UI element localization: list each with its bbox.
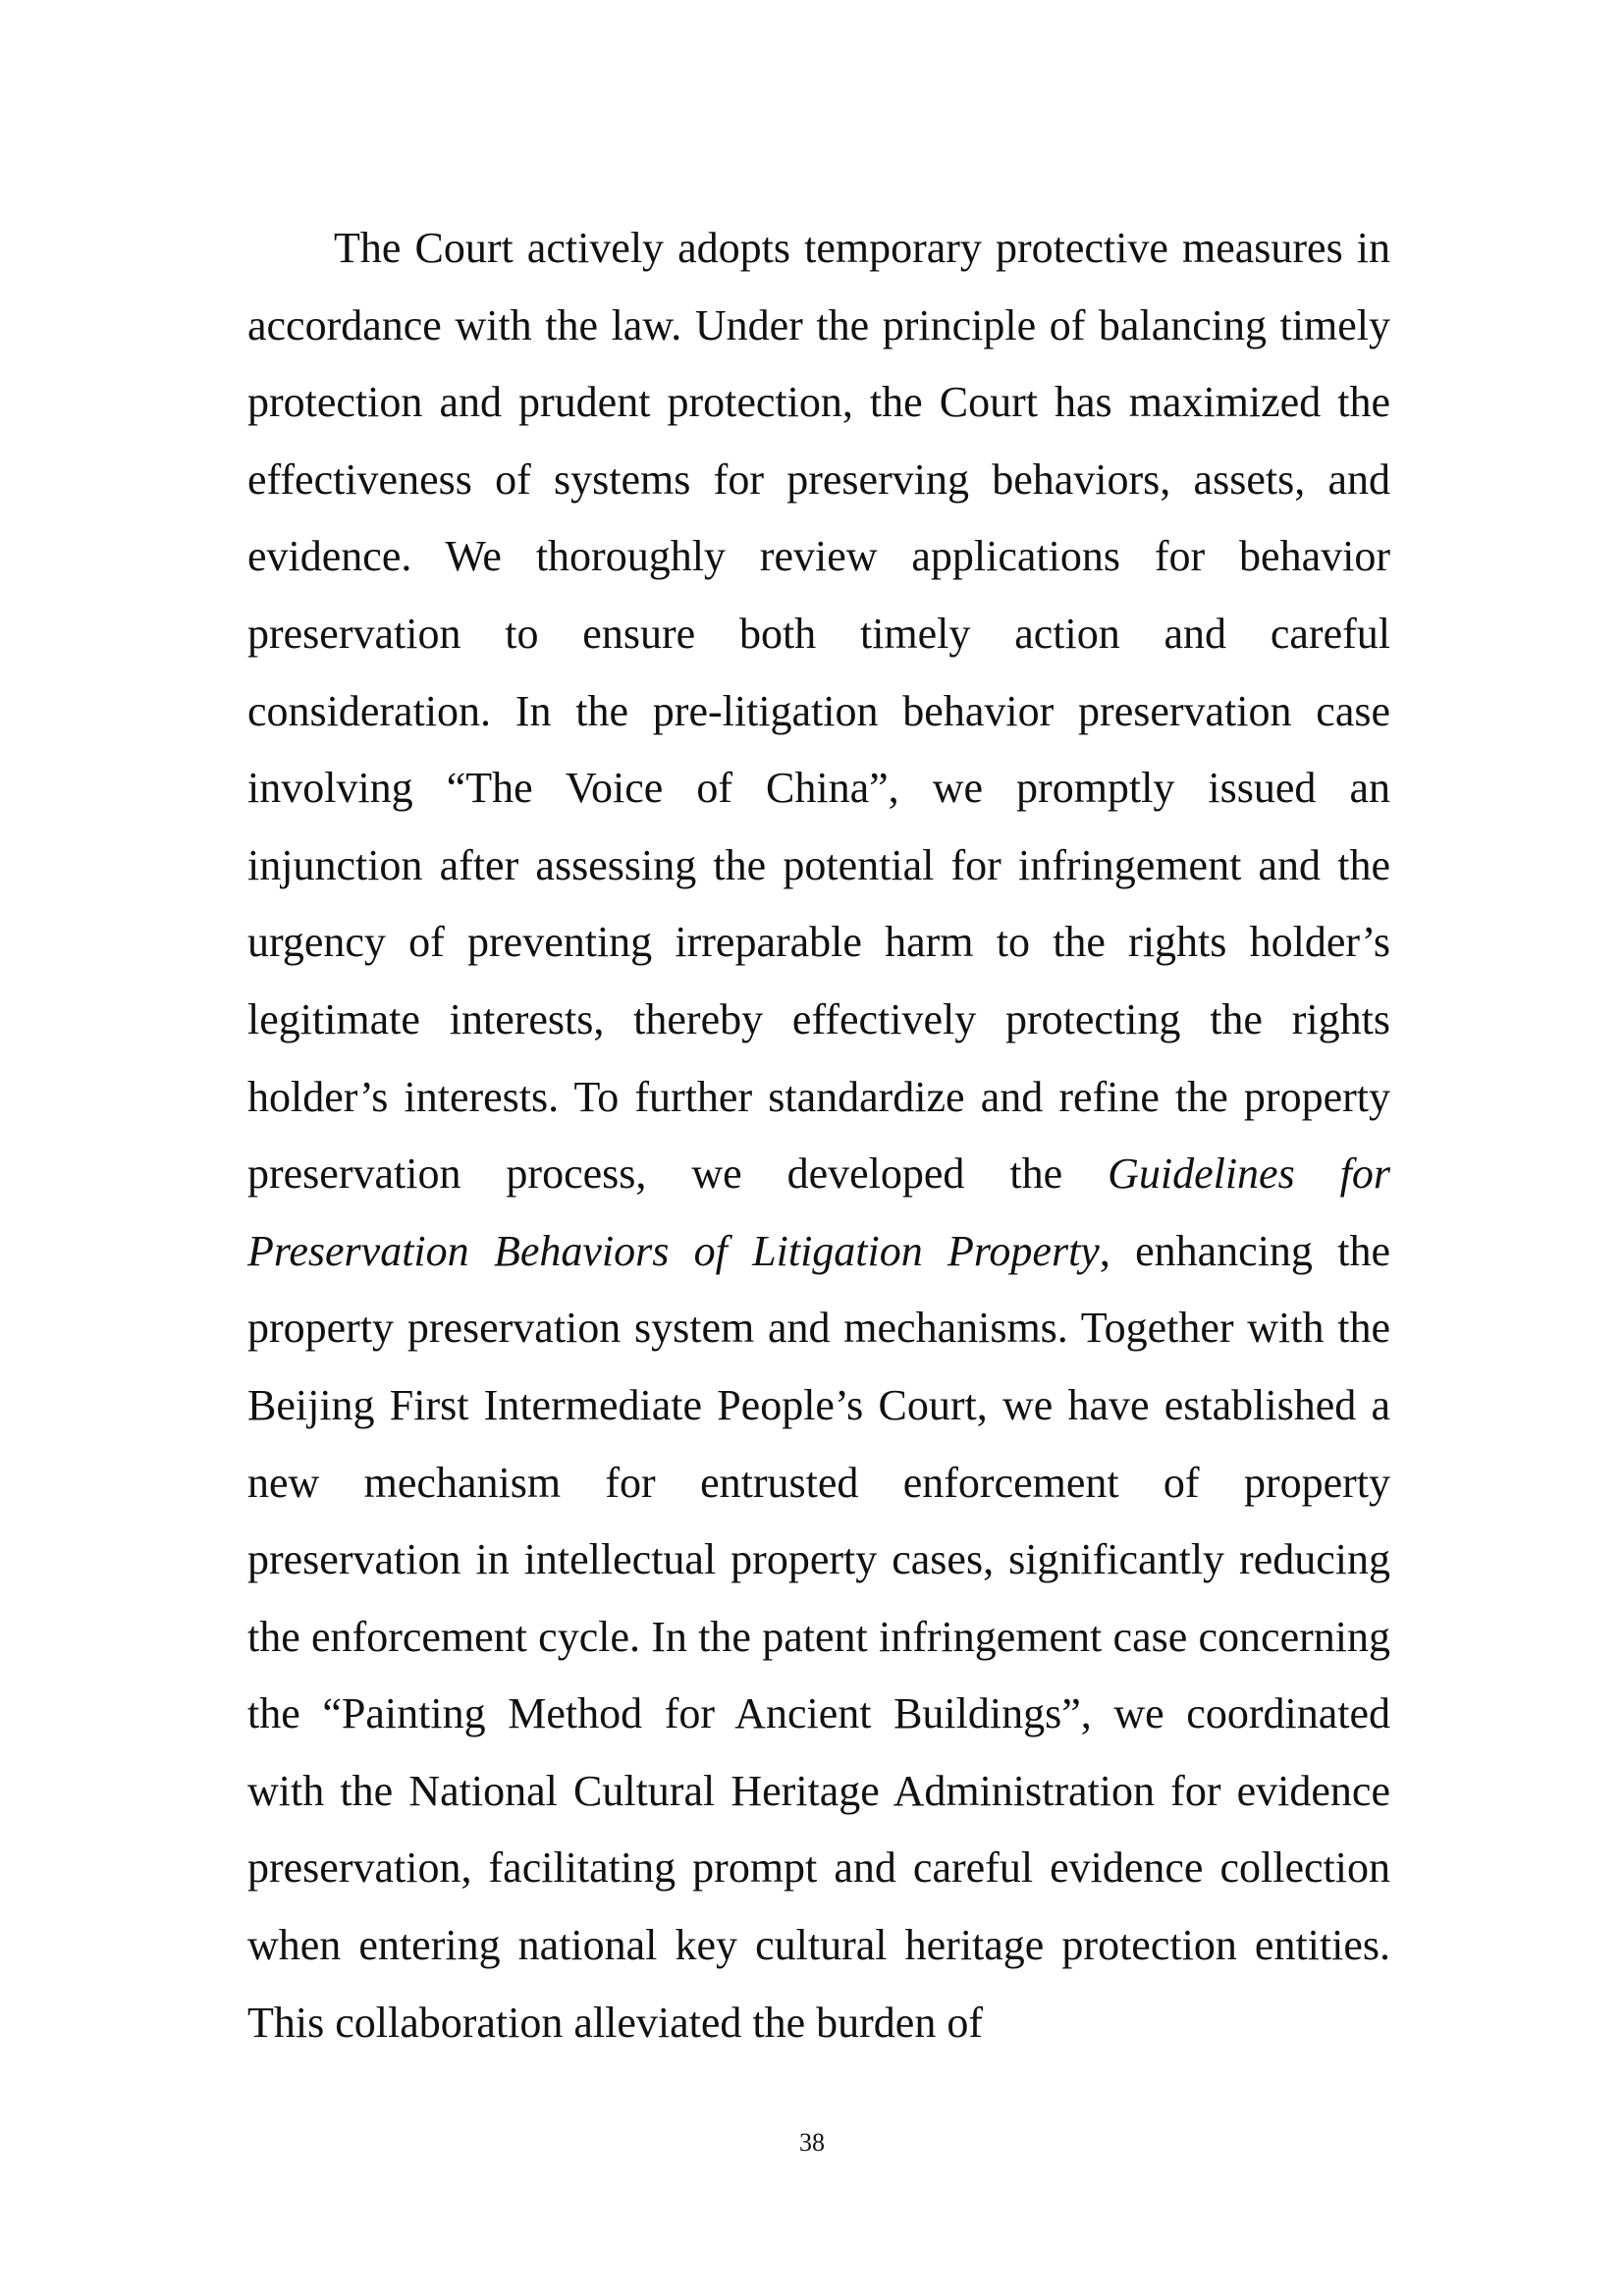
paragraph-text-part-2: , enhancing the property preservation system and mechanisms. Together with the Beijing First Intermediate People’s Court, we have established a new mechanism for entrusted enforcement of property preservation in intellectual property cases, significantly reducing the enforcement cycle. In the patent infringement case concerning the “Painting Method for Ancient Buildings”, we coordinated with the National Cultural Heritage Administration for evidence preservation, facilitating prompt and careful evidence collection when entering national key cultural heritage protection entities. This collaboration alleviated the burden of — [247, 1226, 1390, 2047]
page-number: 38 — [799, 2128, 825, 2157]
paragraph-text-part-1: The Court actively adopts temporary protective measures in accordance with the law. Under the principle of balancing timely protection and prudent protection, the Court has maximized the effectiveness of systems for preserving behaviors, assets, and evidence. We thoroughly review applications for behavior preservation to ensure both timely action and careful consideration. In the pre-litigation behavior preservation case involving “The Voice of China”, we promptly issued an injunction after assessing the potential for infringement and the urgency of preventing irreparable harm to the rights holder’s legitimate interests, thereby effectively protecting the rights holder’s interests. To further standardize and refine the property preservation process, we developed the — [247, 224, 1390, 1199]
guidelines-title: Guidelines for Preservation Behaviors of Litigation Property — [247, 1149, 1390, 1275]
body-paragraph — [247, 210, 1390, 2061]
